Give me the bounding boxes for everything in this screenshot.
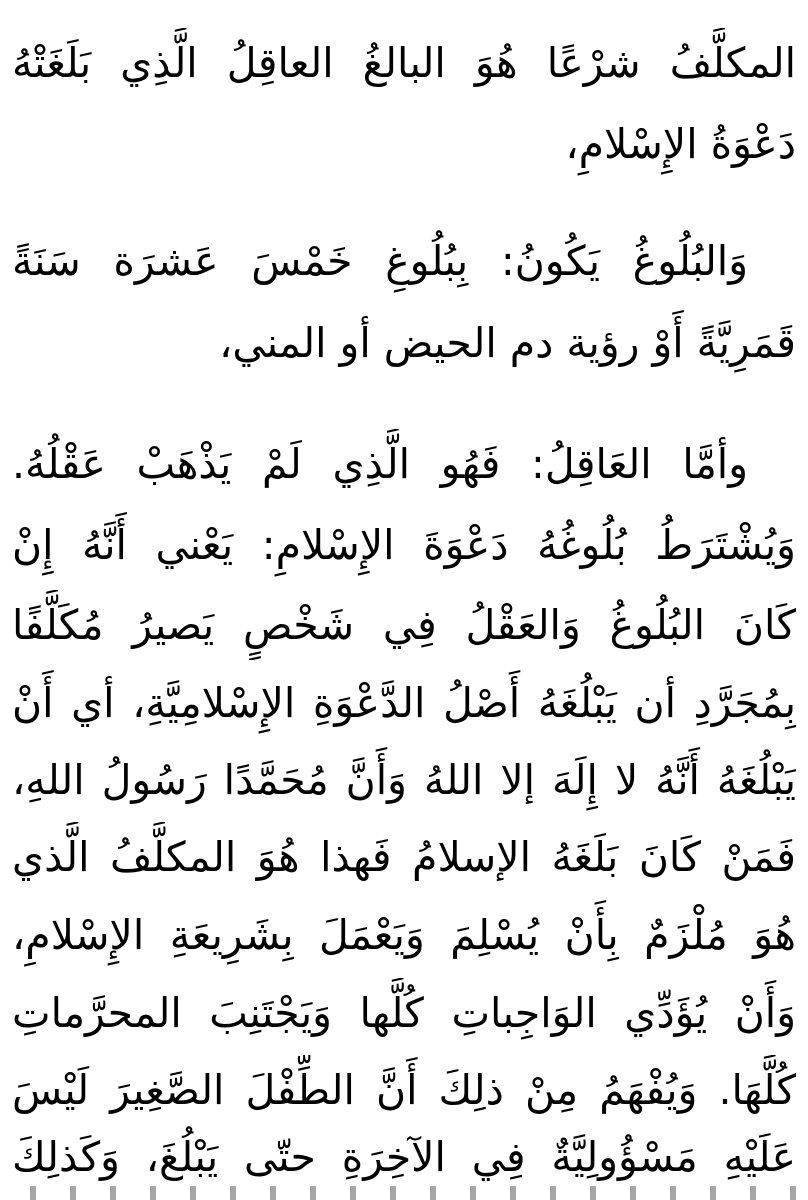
text-line: وَيُشْتَرَطُ بُلُوغُهُ دَعْوَةَ الإِسْلامِ: يَعْني أَنَّهُ إِنْ (12, 521, 796, 569)
text-line: وَالبُلُوغُ يَكُونُ: بِبُلُوغِ خَمْسَ عَشرَة سَنَةً (12, 237, 748, 285)
text-line: كَانَ البُلُوغُ وَالعَقْلُ فِي شَخْصٍ يَصيرُ مُكَلَّفًا (12, 601, 796, 649)
text-line: هُوَ مُلْزَمٌ بِأَنْ يُسْلِمَ وَيَعْمَلَ بِشَرِيعَةِ الإِسْلامِ، (12, 911, 796, 959)
cropped-line-fragment (12, 1186, 796, 1200)
text-line: عَلَيْهِ مَسْؤُولِيَّةٌ فِي الآخِرَةِ حتّى يَبْلُغَ، وَكَذلِكَ (12, 1133, 796, 1181)
text-line: فَمَنْ كَانَ بَلَغَهُ الإسلامُ فَهذا هُوَ المكلَّفُ الَّذي (12, 833, 796, 881)
text-line: المكلَّفُ شرْعًا هُوَ البالغُ العاقِلُ الَّذِي بَلَغَتْهُ (12, 39, 796, 87)
text-line: دَعْوَةُ الإِسْلامِ، (565, 120, 796, 168)
text-line: بِمُجَرَّدِ أن يَبْلُغَهُ أَصْلُ الدَّعْوَةِ الإِسْلامِيَّةِ، أي أَنْ (12, 679, 796, 727)
text-line: يَبْلُغَهُ أَنَّهُ لا إِلَهَ إلا اللهُ وَأَنَّ مُحَمَّدًا رَسُولُ اللهِ، (12, 756, 796, 804)
text-line: وأمَّا العَاقِلُ: فَهُو الَّذِي لَمْ يَذْهَبْ عَقْلُهُ. (12, 440, 748, 488)
text-line: كُلَّهَا. وَيُفْهَمُ مِنْ ذلِكَ أَنَّ الطِّفْلَ الصَّغِيرَ لَيْسَ (12, 1066, 796, 1114)
text-line: قَمَرِيَّةً أَوْ رؤية دم الحيض أو المني، (219, 319, 796, 367)
text-line: وَأَنْ يُؤَدِّي الوَاجِباتِ كُلَّها وَيَجْتَنِبَ المحرَّماتِ (12, 989, 796, 1037)
